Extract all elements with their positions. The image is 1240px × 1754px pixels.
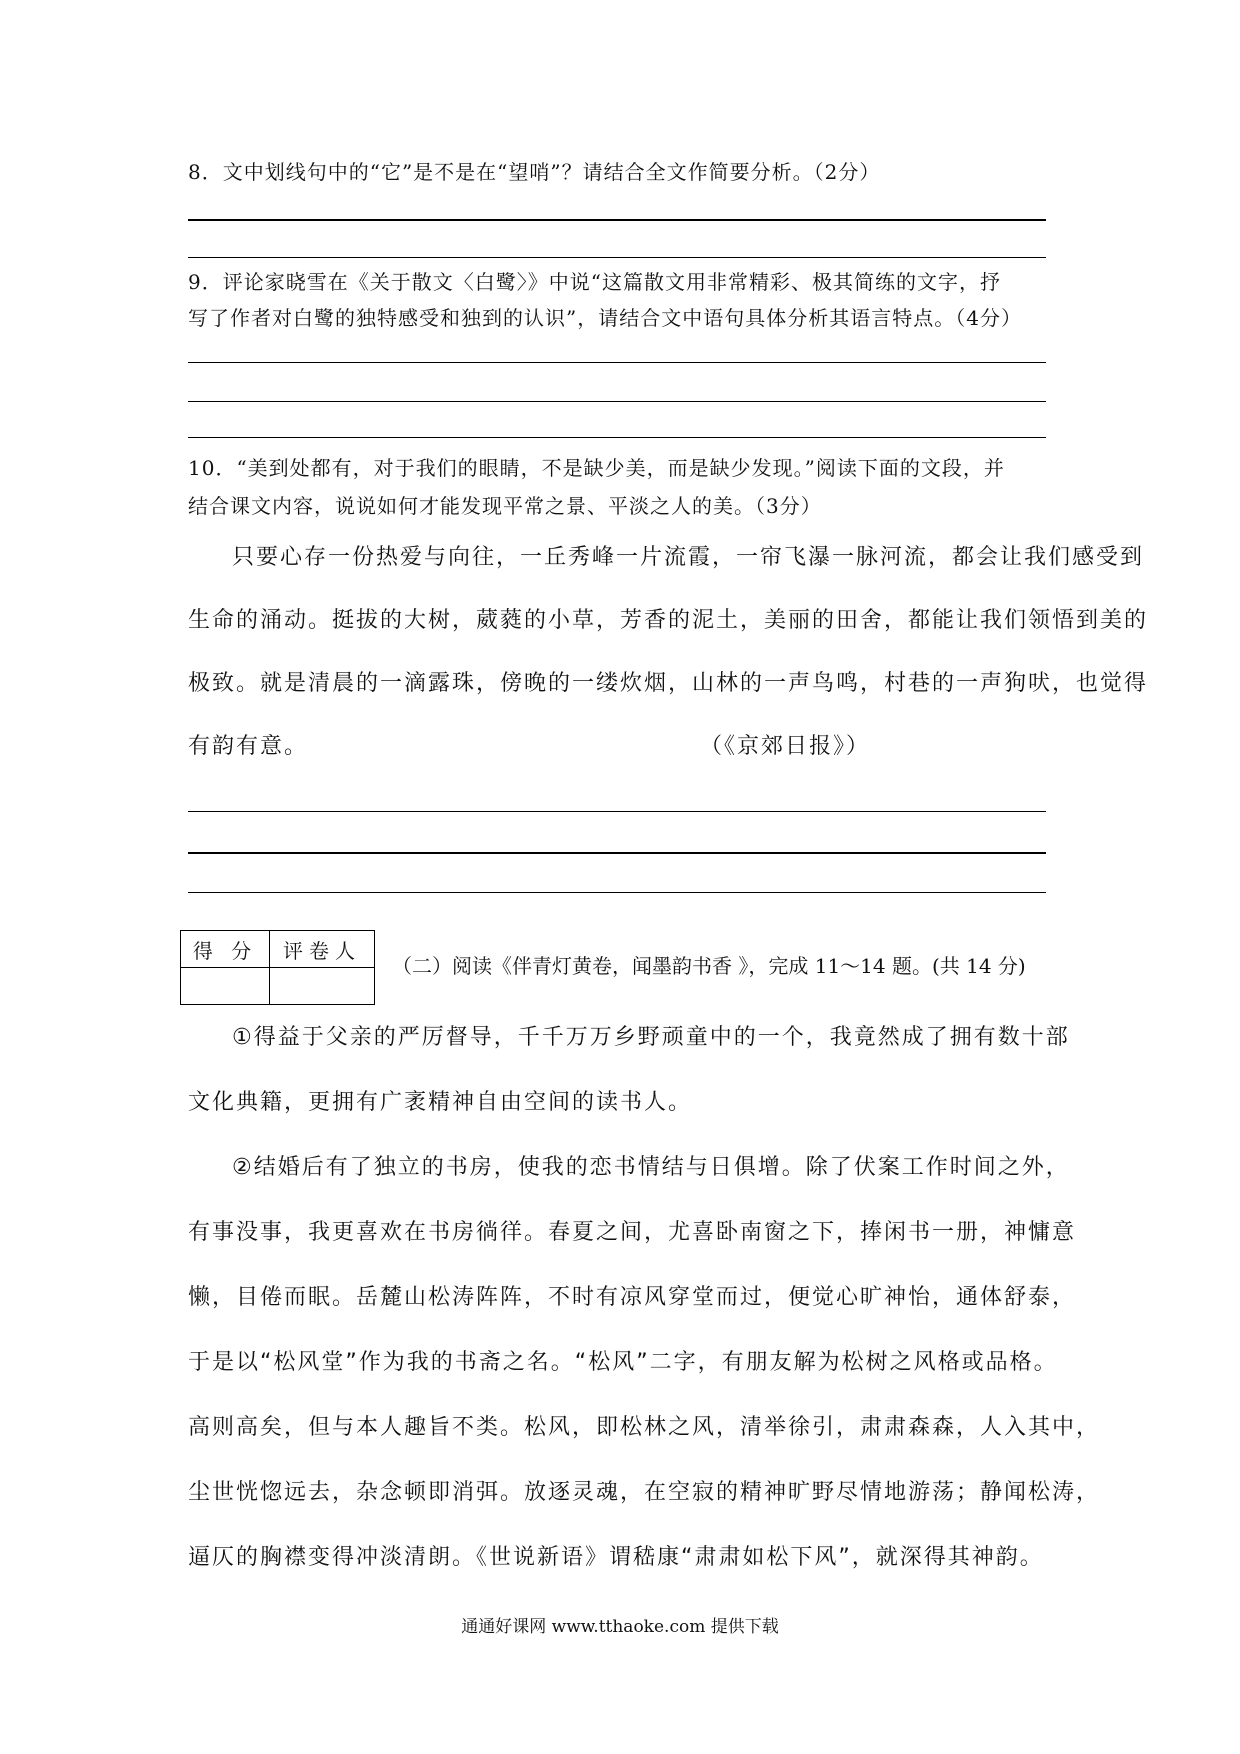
excerpt-source: （《京郊日报》） — [700, 734, 871, 759]
paragraph-2-line: 高则高矣，但与本人趣旨不类。松风，即松林之风，清举徐引，肃肃森森，人入其中， — [188, 1415, 1101, 1440]
score-box — [180, 930, 375, 1005]
answer-line — [188, 257, 1046, 258]
answer-line — [188, 437, 1046, 438]
paragraph-1-line-2: 文化典籍，更拥有广袤精神自由空间的读书人。 — [188, 1090, 693, 1115]
excerpt-line-2: 生命的涌动。挺拔的大树，葳蕤的小草，芳香的泥土，美丽的田舍，都能让我们领悟到美的 — [188, 608, 1149, 633]
score-box-cell-grader — [270, 968, 375, 1005]
paragraph-2-line: 有事没事，我更喜欢在书房徜徉。春夏之间，尤喜卧南窗之下，捧闲书一册，神慵意 — [188, 1220, 1077, 1245]
answer-line — [188, 362, 1046, 363]
paragraph-2-line: 于是以“松风堂”作为我的书斋之名。“松风”二字，有朋友解为松树之风格或品格。 — [188, 1350, 1058, 1375]
paragraph-2-line: 尘世恍惚远去，杂念顿即消弭。放逐灵魂，在空寂的精神旷野尽情地游荡；静闻松涛， — [188, 1480, 1101, 1505]
answer-line — [188, 401, 1046, 402]
paragraph-2-line: ②结婚后有了独立的书房，使我的恋书情结与日俱增。除了伏案工作时间之外， — [232, 1155, 1070, 1180]
footer-credit: 通通好课网 www.tthaoke.com 提供下载 — [461, 1617, 779, 1637]
answer-line — [188, 892, 1046, 893]
excerpt-line-4: 有韵有意。 — [188, 734, 309, 759]
excerpt-line-1: 只要心存一份热爱与向往，一丘秀峰一片流霞，一帘飞瀑一脉河流，都会让我们感受到 — [232, 545, 1145, 570]
question-10-line-2: 结合课文内容，说说如何才能发现平常之景、平淡之人的美。（3分） — [188, 494, 822, 518]
score-box-header-score: 得 分 — [181, 931, 270, 968]
answer-line — [188, 219, 1046, 221]
paragraph-2-line: 懒，目倦而眠。岳麓山松涛阵阵，不时有凉风穿堂而过，便觉心旷神怡，通体舒泰， — [188, 1285, 1077, 1310]
answer-line — [188, 811, 1046, 812]
question-10-line-1: 10．“美到处都有，对于我们的眼睛，不是缺少美，而是缺少发现。”阅读下面的文段，并 — [188, 456, 1005, 480]
answer-line — [188, 852, 1046, 854]
question-8: 8．文中划线句中的“它”是不是在“望哨”？请结合全文作简要分析。（2分） — [188, 160, 881, 184]
paragraph-1-line-1: ①得益于父亲的严厉督导，千千万万乡野顽童中的一个，我竟然成了拥有数十部 — [232, 1025, 1070, 1050]
question-9-line-2: 写了作者对白鹭的独特感受和独到的认识”，请结合文中语句具体分析其语言特点。（4分） — [188, 306, 1022, 330]
score-box-cell-score — [181, 968, 270, 1005]
section-2-heading: （二）阅读《伴青灯黄卷，闻墨韵书香 》，完成 11～14 题。(共 14 分) — [392, 954, 1026, 978]
paragraph-2-line: 逼仄的胸襟变得冲淡清朗。《世说新语》谓嵇康“肃肃如松下风”，就深得其神韵。 — [188, 1545, 1044, 1570]
excerpt-line-3: 极致。就是清晨的一滴露珠，傍晚的一缕炊烟，山林的一声鸟鸣，村巷的一声狗吠，也觉得 — [188, 671, 1149, 696]
score-box-header-grader: 评卷人 — [270, 931, 375, 968]
question-9-line-1: 9．评论家晓雪在《关于散文〈白鹭〉》中说“这篇散文用非常精彩、极其简练的文字，抒 — [188, 270, 1001, 294]
